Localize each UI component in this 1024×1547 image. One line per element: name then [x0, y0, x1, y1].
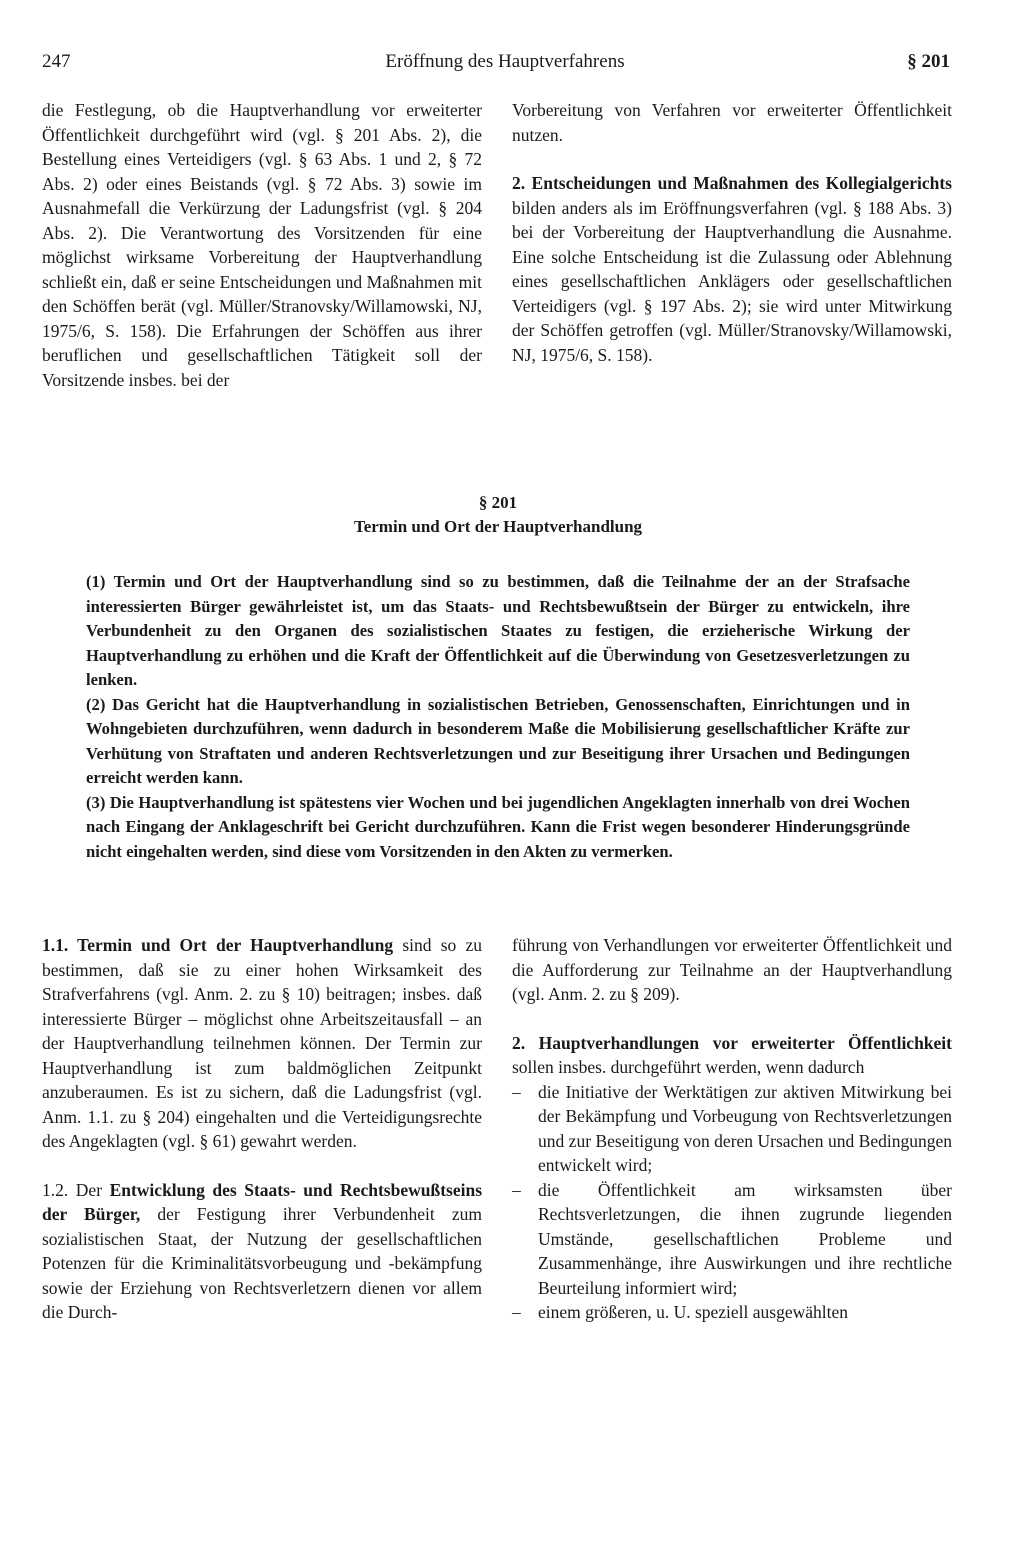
commentary-paragraph: [512, 171, 952, 367]
annotation-heading: 1.1. Termin und Ort der Hauptverhandlung: [42, 935, 394, 955]
annotation-heading: Entwicklung des Staats- und Rechtsbewußtseins der Bürger,: [42, 1179, 482, 1224]
annotation-1-1: [42, 933, 482, 1154]
annotation-1-2: [42, 1178, 482, 1325]
annotation-text: sind so zu bestimmen, daß sie zu einer hohen Wirksamkeit des Strafverfahrens (vgl. Anm. 2. zu § 10) beitragen; insbes. daß interessierte Bürger – möglichst ohne Arbeitszeitausfall – an der Hauptverhandlung teilnehmen können. Der Termin zur Hauptverhandlung ist zum baldmöglichen Zeitpunkt anzuberaumen. Es ist zu sichern, daß die Ladungsfrist (vgl. Anm. 1.1. zu § 204) eingehalten und die Verteidigungsrechte des Angeklagten (vgl. § 61) gewahrt werden.: [42, 935, 483, 1151]
list-item: – die Öffentlichkeit am wirksamsten über Rechtsverletzungen, die ihnen zugrunde liegenden Umstände, gesellschaftlichen Probleme und Zusammenhänge, ihre Auswirkungen und ihre rechtliche Beurteilung informiert wird;: [512, 1178, 952, 1301]
statute-paragraph-2: (2) Das Gericht hat die Hauptverhandlung in sozialistischen Betrieben, Genossenschaften, Einrichtungen und in Wohngebieten durchzuführen, wenn dadurch in besonderem Maße die Mobilisierung gesellschaftlicher Kräfte zur Verhütung von Straftaten und anderen Rechtsverletzungen und zur Beseitigung ihrer Ursachen und Bedingungen erreicht werden kann.: [86, 694, 910, 787]
bottom-right-column: [512, 933, 952, 1325]
annotation-2: [512, 1031, 952, 1080]
statute-text: [86, 570, 910, 864]
list-item: – die Initiative der Werktätigen zur aktiven Mitwirkung bei der Bekämpfung und Vorbeugung von Rechtsverletzungen und zur Beseitigung von deren Ursachen und Bedingungen entwickelt wird;: [512, 1080, 952, 1178]
annotation-text: sollen insbes. durchgeführt werden, wenn dadurch: [512, 1057, 865, 1077]
annotation-number: 1.2. Der: [42, 1179, 110, 1200]
commentary-heading: 2. Entscheidungen und Maßnahmen des Kollegialgerichts: [512, 173, 952, 193]
page-number: 247: [42, 51, 71, 72]
header-section-ref: § 201: [907, 51, 950, 72]
top-left-column: [42, 98, 482, 392]
dash-list: [512, 1080, 952, 1325]
section-title: Termin und Ort der Hauptverhandlung: [353, 517, 643, 536]
annotation-text: der Festigung ihrer Verbundenheit zum sozialistischen Staat, der Nutzung der gesellschaftlichen Potenzen für die Kriminalitätsvorbeugung und -bekämpfung sowie der Erziehung von Rechtsverletzern dienen vor allem die Durch-: [42, 1204, 482, 1322]
running-title: Eröffnung des Hauptverfahrens: [385, 51, 625, 72]
bottom-left-column: [42, 933, 482, 1325]
list-item: – einem größeren, u. U. speziell ausgewählten: [512, 1300, 952, 1325]
commentary-paragraph: Vorbereitung von Verfahren vor erweiterter Öffentlichkeit nutzen.: [512, 100, 952, 145]
section-heading: [86, 491, 910, 539]
commentary-text: bilden anders als im Eröffnungsverfahren (vgl. § 188 Abs. 3) bei der Vorbereitung der Hauptverhandlung die Ausnahme. Eine solche Entscheidung ist die Zulassung oder Ablehnung eines gesellschaftlichen Anklägers oder gesellschaftlichen Verteidigers (vgl. § 197 Abs. 2); sie wird unter Mitwirkung der Schöffen getroffen (vgl. Müller/Stranovsky/Willamowski, NJ, 1975/6, S. 158).: [512, 197, 952, 365]
annotation-heading: 2. Hauptverhandlungen vor erweiterter Öffentlichkeit: [512, 1032, 952, 1053]
top-right-column: [512, 98, 952, 367]
statute-paragraph-1: (1) Termin und Ort der Hauptverhandlung sind so zu bestimmen, daß die Teilnahme der an der Strafsache interessierten Bürger gewährleistet ist, um das Staats- und Rechtsbewußtsein der Bürger zu entwickeln, ihre Verbundenheit zu den Organen des sozialistischen Staates zu festigen, die erzieherische Wirkung der Hauptverhandlung zu erhöhen und die Kraft der Öffentlichkeit auf die Überwindung von Gesetzesverletzungen zu lenken.: [86, 572, 910, 689]
statute-paragraph-3: (3) Die Hauptverhandlung ist spätestens vier Wochen und bei jugendlichen Angeklagten innerhalb von drei Wochen nach Eingang der Anklageschrift bei Gericht durchzuführen. Kann die Frist wegen besonderer Hinderungsgründe nicht eingehalten werden, sind diese vom Vorsitzenden in den Akten zu vermerken.: [86, 792, 910, 861]
annotation-continuation: führung von Verhandlungen vor erweiterter Öffentlichkeit und die Aufforderung zur Teilnahme an der Hauptverhandlung (vgl. Anm. 2. zu § 209).: [512, 935, 952, 1004]
commentary-paragraph: die Festlegung, ob die Hauptverhandlung vor erweiterter Öffentlichkeit durchgeführt wird (vgl. § 201 Abs. 2), die Bestellung eines Verteidigers (vgl. § 63 Abs. 1 und 2, § 72 Abs. 2) oder eines Beistands (vgl. § 72 Abs. 3) sowie im Ausnahmefall die Verkürzung der Ladungsfrist (vgl. § 204 Abs. 2). Die Verantwortung des Vorsitzenden für eine möglichst wirksame Vorbereitung der Hauptverhandlung schließt ein, daß er seine Entscheidungen und Maßnahmen mit den Schöffen berät (vgl. Müller/Stranovsky/Willamowski, NJ, 1975/6, S. 158). Die Erfahrungen der Schöffen aus ihrer beruflichen und gesellschaftlichen Tätigkeit soll der Vorsitzende insbes. bei der: [42, 100, 482, 390]
section-number: § 201: [478, 493, 518, 512]
